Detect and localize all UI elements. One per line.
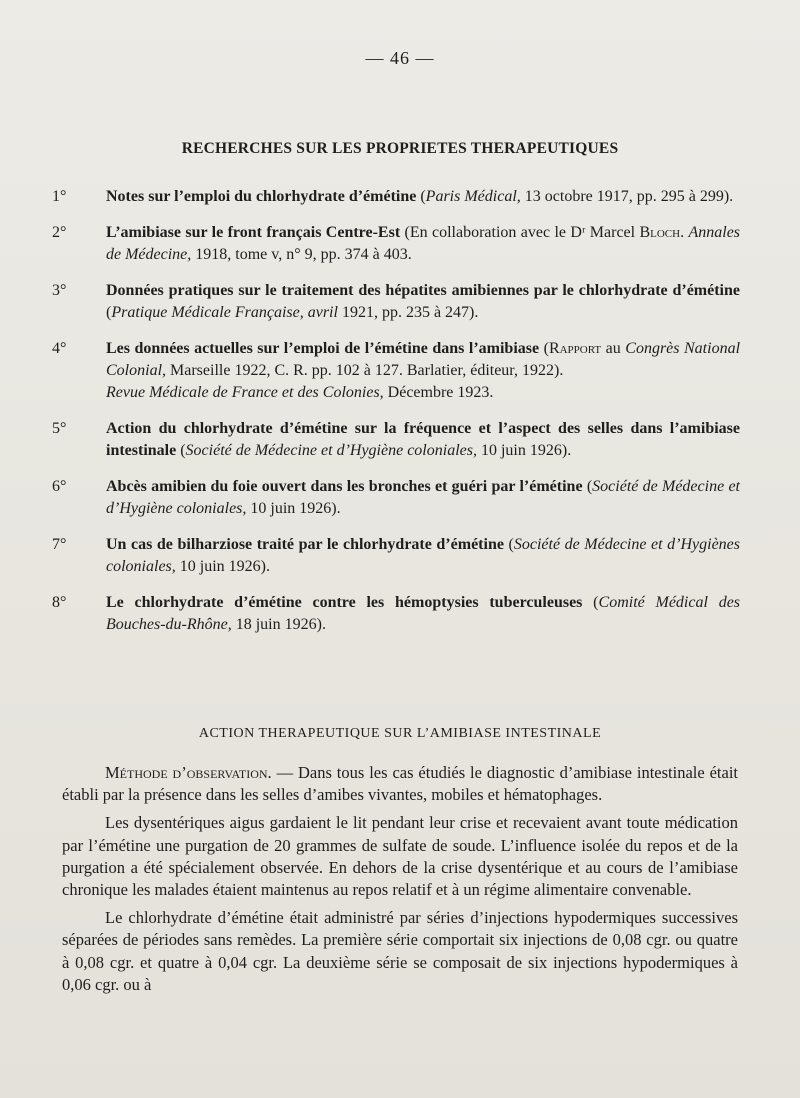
reference-rapport: Rapport: [548, 340, 602, 357]
reference-number: 5°: [52, 420, 67, 437]
reference-title: Données pratiques sur le traitement des hépatites amibiennes par le chlorhydrate d’émétine: [106, 282, 740, 299]
reference-number: 7°: [52, 536, 67, 553]
reference-source: Société de Médecine et d’Hygiènes coloniales,: [106, 536, 741, 575]
section-title-action: ACTION THERAPEUTIQUE SUR L’AMIBIASE INTESTINALE: [198, 726, 602, 741]
reference-details: 10 juin 1926).: [175, 558, 270, 575]
paragraph-text: Les dysentériques aigus gardaient le lit pendant leur crise et recevaient avant toute médication par l’émétine une purgation de 20 grammes de sulfate de soude. L’influence isolée du repos et de la purgation a été spécialement observée. En dehors de la crise dysentérique et au cours de l’amibiase chronique les malades étaient maintenus au repos relatif et à un régime alimentaire convenable.: [62, 813, 738, 900]
reference-list: [52, 186, 740, 650]
paragraph: [62, 762, 738, 806]
reference-number: 6°: [52, 478, 67, 495]
reference-number: 1°: [52, 188, 67, 205]
reference-source: Annales de Médecine,: [106, 224, 741, 263]
reference-author: Bloch: [639, 224, 681, 241]
reference-title: Action du chlorhydrate d’émétine sur la fréquence et l’aspect des selles dans l’amibiase intestinale: [106, 420, 740, 459]
reference-text: (En collaboration avec le Dʳ Marcel: [400, 224, 640, 241]
reference-item: [52, 534, 740, 578]
reference-text: .: [680, 224, 689, 241]
body-text: [62, 762, 738, 1002]
reference-item: [52, 186, 740, 208]
reference-item: [52, 418, 740, 462]
reference-text: (: [582, 478, 593, 495]
reference-number: 3°: [52, 282, 67, 299]
reference-source: Société de Médecine et d’Hygiène coloniales,: [185, 442, 477, 459]
reference-text: (: [176, 442, 186, 459]
reference-details: Marseille 1922, C. R. pp. 102 à 127. Barlatier, éditeur, 1922).: [166, 362, 564, 379]
paragraph: [62, 812, 738, 901]
reference-source: Société de Médecine et d’Hygiène coloniales,: [106, 478, 741, 517]
reference-text: (: [582, 594, 599, 611]
reference-details: 13 octobre 1917, pp. 295 à 299).: [520, 188, 734, 205]
page-number: — 46 —: [365, 48, 435, 68]
reference-details: 1918, tome v, n° 9, pp. 374 à 403.: [191, 246, 412, 263]
reference-details: 10 juin 1926).: [246, 500, 341, 517]
reference-item: [52, 476, 740, 520]
reference-source: Comité Médical des Bouches-du-Rhône,: [106, 594, 741, 633]
reference-source: Paris Médical,: [425, 188, 521, 205]
reference-number: 8°: [52, 594, 67, 611]
reference-text: (: [416, 188, 426, 205]
paragraph-text: — Dans tous les cas étudiés le diagnostic d’amibiase intestinale était établi par la présence dans les selles d’amibes vivantes, mobiles et hématophages.: [62, 763, 738, 805]
reference-details: Décembre 1923.: [383, 384, 494, 401]
reference-title: Un cas de bilharziose traité par le chlorhydrate d’émétine: [106, 536, 504, 553]
reference-source: Congrès National Colonial,: [106, 340, 741, 379]
reference-item: [52, 592, 740, 636]
reference-text: au: [601, 340, 626, 357]
reference-text: (: [539, 340, 549, 357]
reference-text: (: [106, 304, 112, 321]
reference-details: 10 juin 1926).: [476, 442, 572, 459]
reference-title: Le chlorhydrate d’émétine contre les hémoptysies tuberculeuses: [106, 594, 583, 611]
reference-number: 2°: [52, 224, 67, 241]
reference-title: Notes sur l’emploi du chlorhydrate d’émétine: [106, 188, 417, 205]
reference-number: 4°: [52, 340, 67, 357]
reference-details: 18 juin 1926).: [231, 616, 326, 633]
paragraph: [62, 907, 738, 996]
paragraph-text: Le chlorhydrate d’émétine était administré par séries d’injections hypodermiques successives séparées de périodes sans remèdes. La première série comportait six injections de 0,08 cgr. ou quatre à 0,08 cgr. et quatre à 0,04 cgr. La deuxième série se composait de six injections hypodermiques à 0,06 cgr. ou à: [62, 908, 738, 994]
reference-title: L’amibiase sur le front français Centre-Est: [106, 224, 401, 241]
reference-source: Pratique Médicale Française, avril: [111, 304, 338, 321]
reference-item: [52, 338, 740, 404]
reference-details: 1921, pp. 235 à 247).: [337, 304, 479, 321]
reference-item: [52, 280, 740, 324]
reference-item: [52, 222, 740, 266]
reference-title: Abcès amibien du foie ouvert dans les bronches et guéri par l’émétine: [106, 478, 583, 495]
section-title-recherches: RECHERCHES SUR LES PROPRIETES THERAPEUTIQUES: [181, 140, 619, 157]
paragraph-lead: Méthode d’observation.: [105, 763, 272, 782]
reference-source: Revue Médicale de France et des Colonies,: [106, 384, 384, 401]
reference-title: Les données actuelles sur l’emploi de l’émétine dans l’amibiase: [106, 340, 540, 357]
reference-text: (: [503, 536, 514, 553]
